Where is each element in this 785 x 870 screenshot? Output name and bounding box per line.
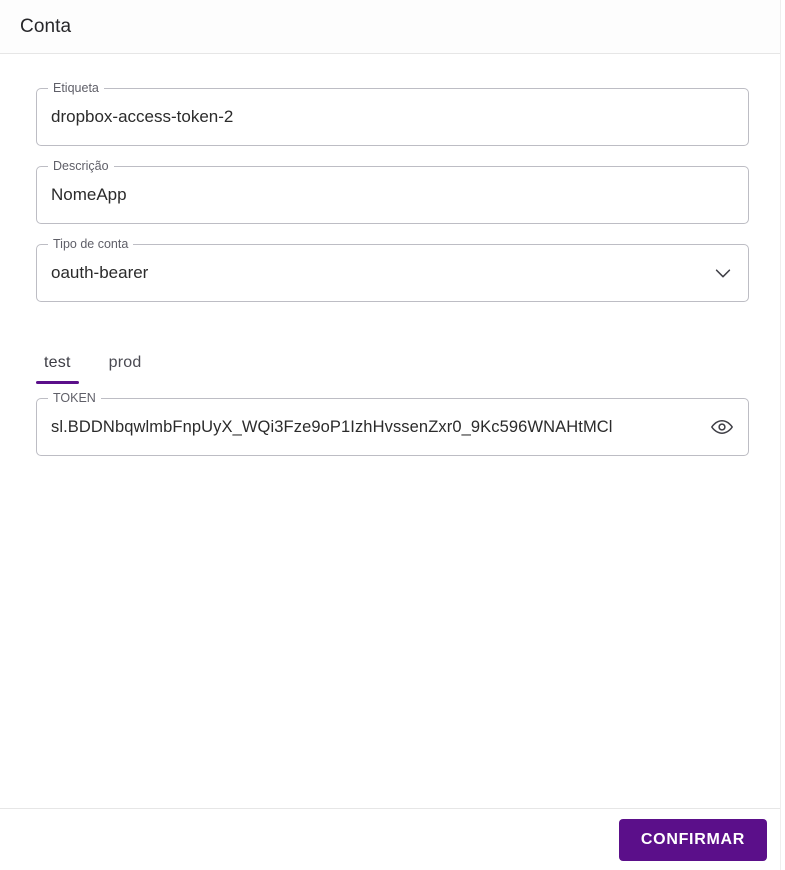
tab-active-indicator	[36, 381, 79, 384]
label-input[interactable]	[51, 107, 734, 127]
field-description	[36, 159, 749, 224]
label-field-legend: Etiqueta	[48, 81, 104, 95]
eye-icon[interactable]	[710, 415, 734, 439]
tab-prod-label: prod	[108, 354, 142, 371]
confirm-button[interactable]: CONFIRMAR	[619, 819, 767, 861]
token-field-legend: TOKEN	[48, 391, 101, 405]
dialog-body	[0, 54, 785, 808]
account-type-select[interactable]	[36, 237, 749, 302]
account-type-field-legend: Tipo de conta	[48, 237, 133, 251]
field-token	[36, 391, 749, 456]
description-field-legend: Descrição	[48, 159, 114, 173]
environment-tabs	[36, 338, 749, 384]
page-right-edge	[780, 0, 785, 870]
dialog-footer	[0, 808, 785, 870]
tab-test-label: test	[44, 354, 71, 371]
chevron-down-icon[interactable]	[712, 262, 734, 284]
description-input-box[interactable]	[36, 159, 749, 224]
page-title: Conta	[20, 15, 72, 37]
tab-prod[interactable]	[101, 354, 150, 384]
description-input[interactable]	[51, 185, 734, 205]
dialog-header	[0, 0, 785, 54]
token-input[interactable]	[51, 418, 704, 437]
tab-test[interactable]	[36, 354, 79, 384]
field-account-type	[36, 237, 749, 302]
account-type-value: oauth-bearer	[51, 263, 149, 282]
token-input-box[interactable]	[36, 391, 749, 456]
label-input-box[interactable]	[36, 81, 749, 146]
field-label	[36, 81, 749, 146]
